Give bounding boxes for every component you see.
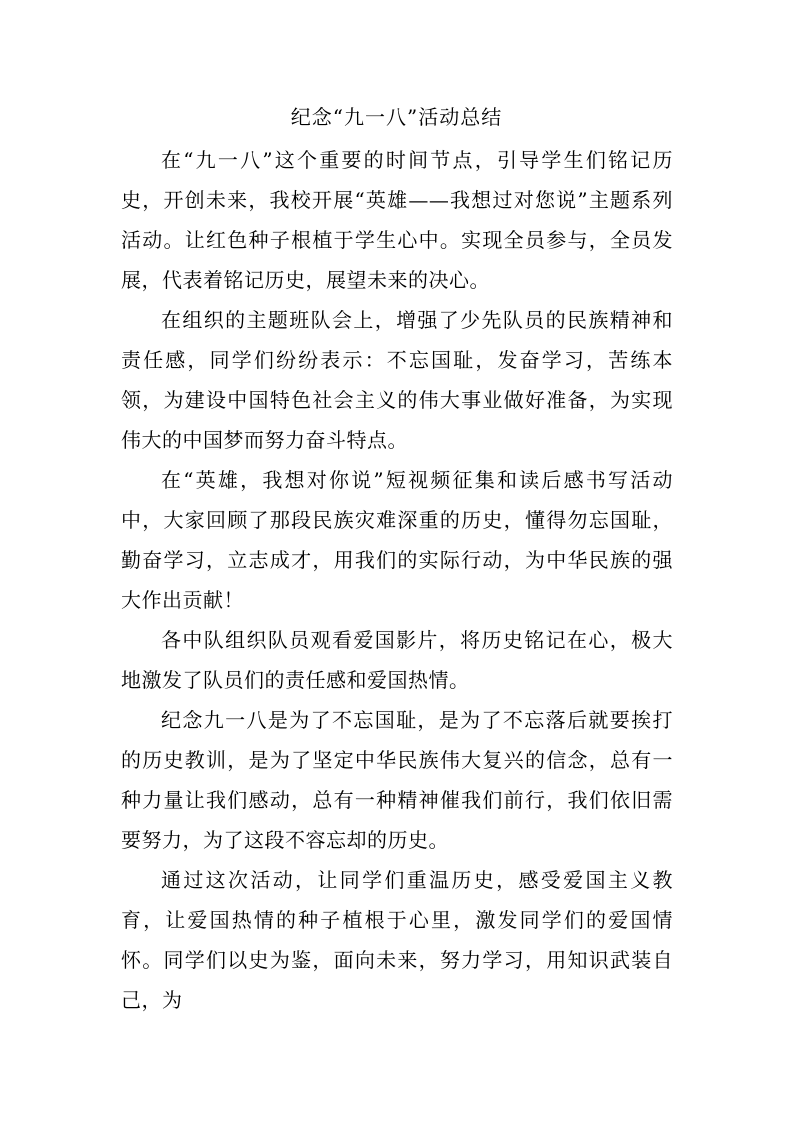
- paragraph-1: 在“九一八”这个重要的时间节点，引导学生们铭记历史，开创未来，我校开展“英雄——我想过对您说”主题系列活动。让红色种子根植于学生心中。实现全员参与，全员发展，代表着铭记历史，展望未来的决心。: [121, 148, 673, 292]
- paragraph-4: 各中队组织队员观看爱国影片，将历史铭记在心，极大地激发了队员们的责任感和爱国热情。: [121, 628, 673, 692]
- paragraph-5: 纪念九一八是为了不忘国耻，是为了不忘落后就要挨打的历史教训，是为了坚定中华民族伟大复兴的信念，总有一种力量让我们感动，总有一种精神催我们前行，我们依旧需要努力，为了这段不容忘却的历史。: [121, 708, 673, 852]
- document-body: [121, 140, 673, 1020]
- paragraph-6: 通过这次活动，让同学们重温历史，感受爱国主义教育，让爱国热情的种子植根于心里，激发同学们的爱国情怀。同学们以史为鉴，面向未来，努力学习，用知识武装自己，为: [121, 868, 673, 1012]
- document-title: 纪念“九一八”活动总结: [290, 105, 503, 129]
- paragraph-3: 在“英雄，我想对你说”短视频征集和读后感书写活动中，大家回顾了那段民族灾难深重的历史，懂得勿忘国耻，勤奋学习，立志成才，用我们的实际行动，为中华民族的强大作出贡献！: [121, 468, 673, 612]
- paragraph-2: 在组织的主题班队会上，增强了少先队员的民族精神和责任感，同学们纷纷表示：不忘国耻，发奋学习，苦练本领，为建设中国特色社会主义的伟大事业做好准备，为实现伟大的中国梦而努力奋斗特点。: [121, 308, 673, 452]
